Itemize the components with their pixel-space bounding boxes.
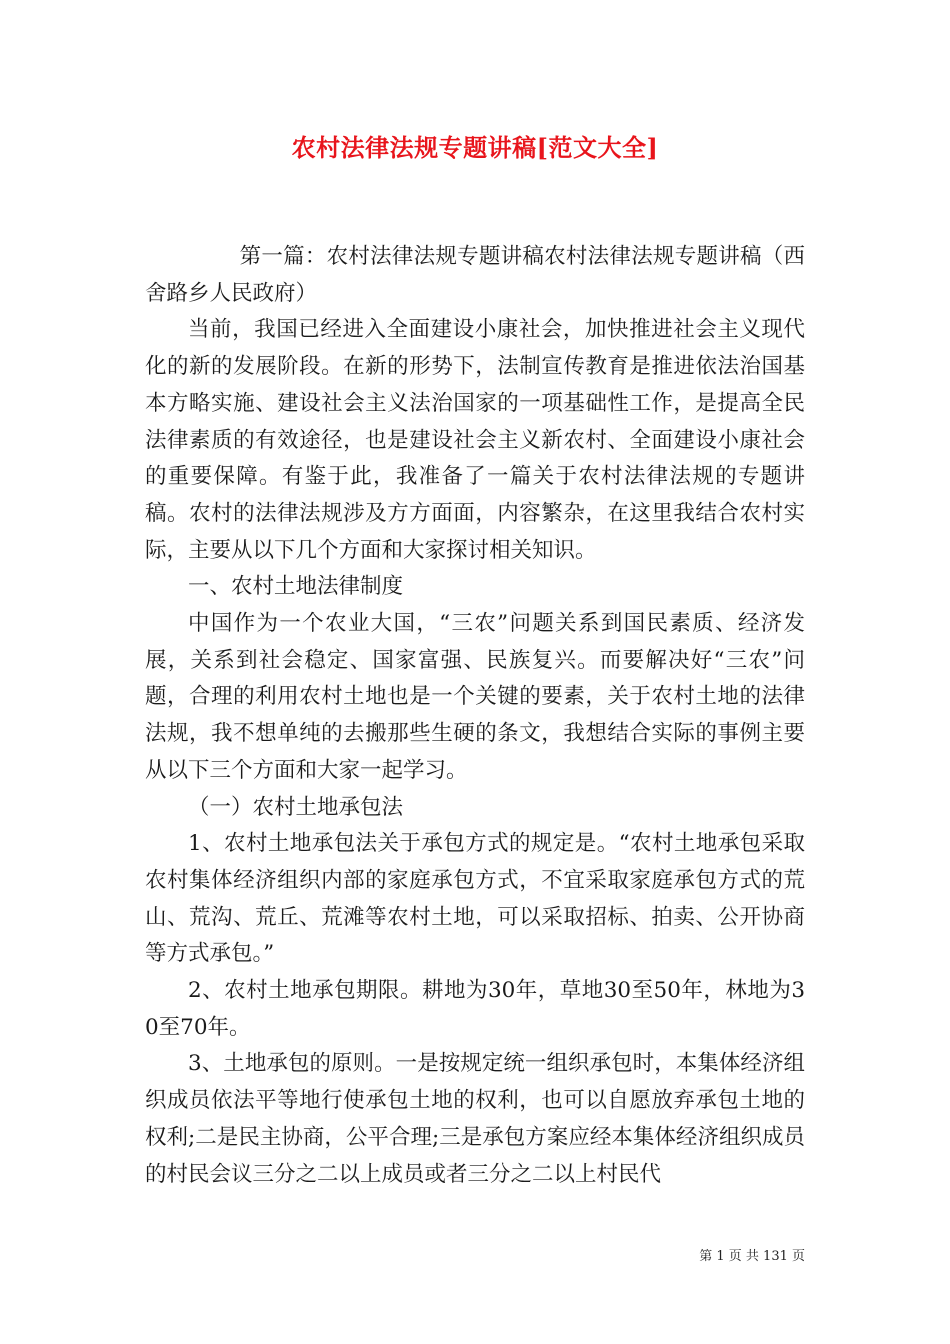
paragraph-contract-principles: 3、土地承包的原则。一是按规定统一组织承包时，本集体经济组织成员依法平等地行使承包土地的权利，也可以自愿放弃承包土地的权利;二是民主协商，公平合理;三是承包方案应经本集体经济组织成员的村民会议三分之二以上成员或者三分之二以上村民代 (145, 1051, 805, 1187)
document-title: 农村法律法规专题讲稿[范文大全] (291, 133, 659, 162)
document-body (145, 239, 805, 1193)
paragraph-intro: 第一篇：农村法律法规专题讲稿农村法律法规专题讲稿（西舍路乡人民政府） (145, 244, 805, 306)
paragraph-background: 当前，我国已经进入全面建设小康社会，加快推进社会主义现代化的新的发展阶段。在新的形势下，法制宣传教育是推进依法治国基本方略实施、建设社会主义法治国家的一项基础性工作，是提高全民法律素质的有效途径，也是建设社会主义新农村、全面建设小康社会的重要保障。有鉴于此，我准备了一篇关于农村法律法规的专题讲稿。农村的法律法规涉及方方面面，内容繁杂，在这里我结合农村实际，主要从以下几个方面和大家探讨相关知识。 (145, 317, 805, 563)
page-number-footer: 第 1 页 共 131 页 (699, 1249, 805, 1264)
paragraph-contract-term: 2、农村土地承包期限。耕地为30年，草地30至50年，林地为30至70年。 (145, 978, 805, 1040)
paragraph-three-rural-issues: 中国作为一个农业大国，“三农”问题关系到国民素质、经济发展，关系到社会稳定、国家富强、民族复兴。而要解决好“三农”问题，合理的利用农村土地也是一个关键的要素，关于农村土地的法律法规，我不想单纯的去搬那些生硬的条文，我想结合实际的事例主要从以下三个方面和大家一起学习。 (145, 611, 805, 783)
paragraph-contract-method: 1、农村土地承包法关于承包方式的规定是。“农村土地承包采取农村集体经济组织内部的家庭承包方式，不宜采取家庭承包方式的荒山、荒沟、荒丘、荒滩等农村土地，可以采取招标、拍卖、公开协商等方式承包。” (145, 831, 805, 967)
subsection-heading-land-contract-law: （一）农村土地承包法 (188, 794, 404, 820)
section-heading-land-law: 一、农村土地法律制度 (188, 574, 404, 600)
